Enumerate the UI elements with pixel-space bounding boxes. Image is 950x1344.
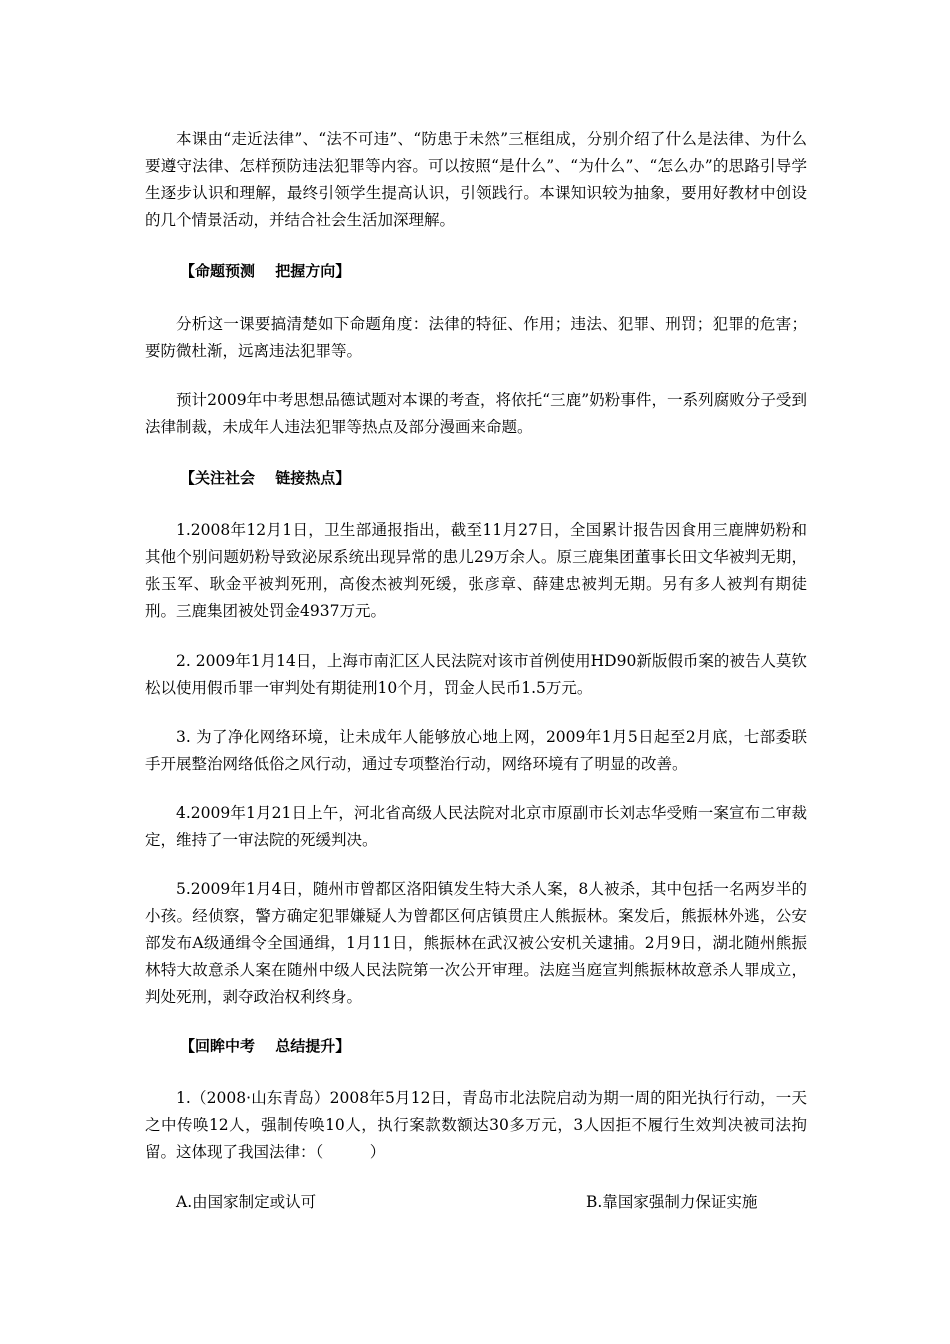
prediction-paragraph-1: 分析这一课要搞清楚如下命题角度：法律的特征、作用；违法、犯罪、刑罚；犯罪的危害；要防微杜渐，远离违法犯罪等。 bbox=[145, 315, 807, 360]
hotspot-item-1: 1.2008年12月1日，卫生部通报指出，截至11月27日，全国累计报告因食用三鹿牌奶粉和其他个别问题奶粉导致泌尿系统出现异常的患儿29万余人。原三鹿集团董事长田文华被判无期，张玉军、耿金平被判死刑，高俊杰被判死缓，张彦章、薛建忠被判无期。另有多人被判有期徒刑。三鹿集团被处罚金4937万元。 bbox=[145, 521, 807, 620]
section-heading-prediction: 【命题预测 把握方向】 bbox=[180, 262, 351, 280]
intro-paragraph: 本课由“走近法律”、“法不可违”、“防患于未然”三框组成，分别介绍了什么是法律、为什么要遵守法律、怎样预防违法犯罪等内容。可以按照“是什么”、“为什么”、“怎么办”的思路引导学生逐步认识和理解，最终引领学生提高认识，引领践行。本课知识较为抽象，要用好教材中创设的几个情景活动，并结合社会生活加深理解。 bbox=[145, 130, 807, 229]
hotspot-item-2: 2. 2009年1月14日，上海市南汇区人民法院对该市首例使用HD90新版假币案的被告人莫钦松以使用假币罪一审判处有期徒刑10个月，罚金人民币1.5万元。 bbox=[145, 652, 807, 697]
hotspot-item-4: 4.2009年1月21日上午，河北省高级人民法院对北京市原副市长刘志华受贿一案宣布二审裁定，维持了一审法院的死缓判决。 bbox=[145, 804, 807, 849]
section-heading-hotspots: 【关注社会 链接热点】 bbox=[180, 469, 351, 487]
hotspot-item-3: 3. 为了净化网络环境，让未成年人能够放心地上网，2009年1月5日起至2月底，七部委联手开展整治网络低俗之风行动，通过专项整治行动，网络环境有了明显的改善。 bbox=[145, 728, 807, 773]
hotspot-item-5: 5.2009年1月4日，随州市曾都区洛阳镇发生特大杀人案，8人被杀，其中包括一名两岁半的小孩。经侦察，警方确定犯罪嫌疑人为曾都区何店镇贯庄人熊振林。案发后，熊振林外逃，公安部发布A级通缉令全国通缉，1月11日，熊振林在武汉被公安机关逮捕。2月9日，湖北随州熊振林特大故意杀人案在随州中级人民法院第一次公开审理。法庭当庭宣判熊振林故意杀人罪成立，判处死刑，剥夺政治权利终身。 bbox=[145, 880, 807, 1006]
option-b: B.靠国家强制力保证实施 bbox=[586, 1193, 758, 1211]
prediction-paragraph-2: 预计2009年中考思想品德试题对本课的考查，将依托“三鹿”奶粉事件，一系列腐败分子受到法律制裁，未成年人违法犯罪等热点及部分漫画来命题。 bbox=[145, 391, 807, 436]
section-heading-review: 【回眸中考 总结提升】 bbox=[180, 1037, 351, 1055]
option-a: A.由国家制定或认可 bbox=[176, 1193, 317, 1211]
review-question-1: 1.（2008·山东青岛）2008年5月12日，青岛市北法院启动为期一周的阳光执行行动，一天之中传唤12人，强制传唤10人，执行案款数额达30多万元，3人因拒不履行生效判决被司法拘留。这体现了我国法律：（ ） bbox=[145, 1089, 807, 1161]
